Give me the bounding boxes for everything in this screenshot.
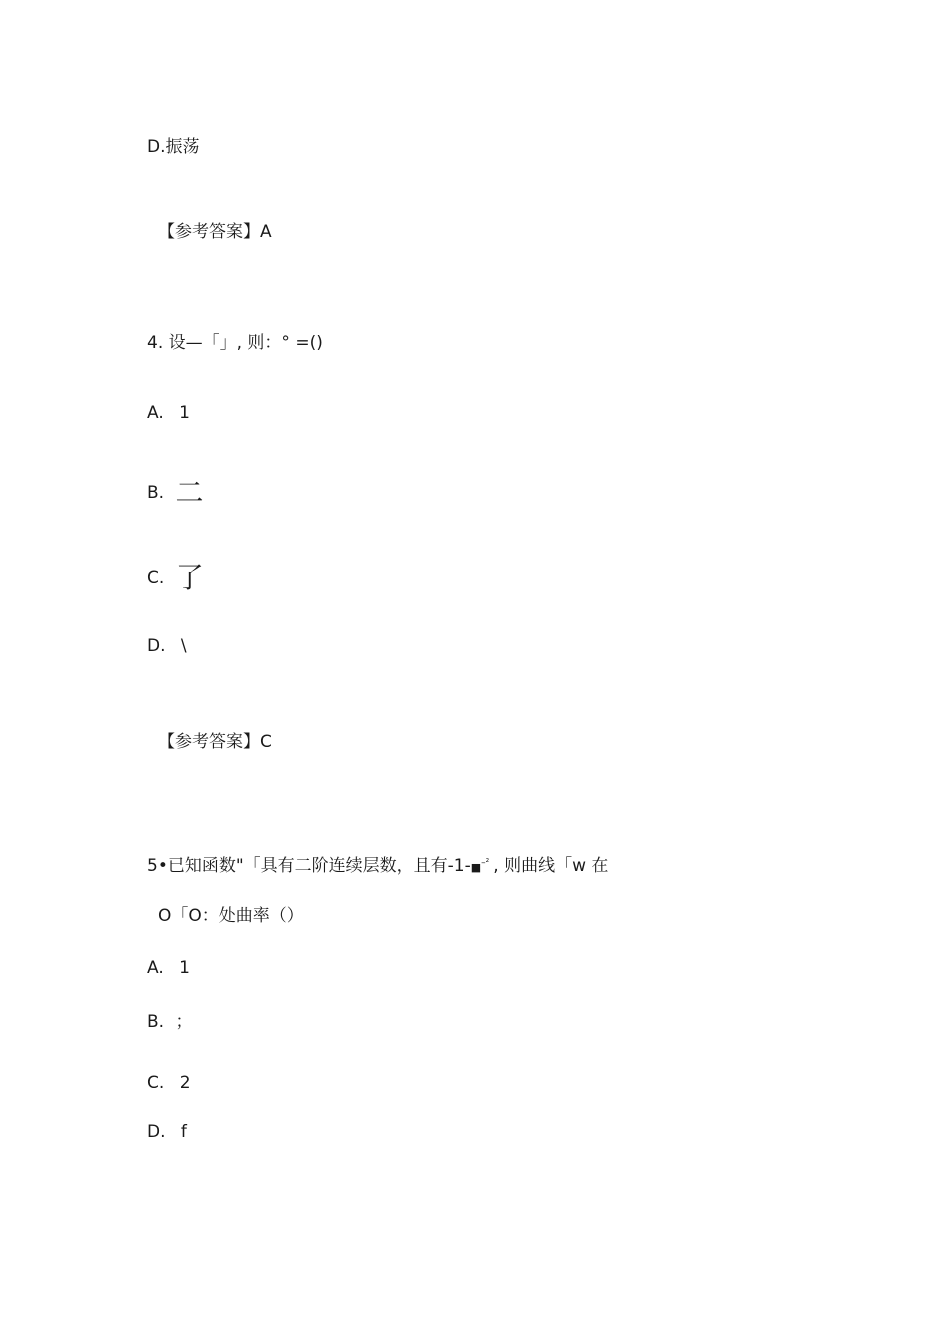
- q4-option-a-label: A.: [147, 403, 164, 423]
- q4-stem: 4. 设—「」, 则：° =(): [147, 333, 323, 353]
- q5-option-b-label: B.: [147, 1012, 165, 1032]
- q4-option-a: [147, 402, 190, 424]
- q5-stem-line2: O「O：处曲率（）: [158, 906, 304, 926]
- q5-option-c-label: C.: [147, 1073, 165, 1093]
- q4-option-d-label: D.: [147, 636, 166, 656]
- q5-option-a-value: 1: [179, 958, 190, 978]
- q5-option-d-label: D.: [147, 1122, 166, 1142]
- q4-option-c-label: C.: [147, 568, 165, 588]
- q5-stem-mark: ■: [470, 861, 482, 874]
- q4-option-b-value: 二: [175, 476, 204, 509]
- q4-answer: 【参考答案】C: [158, 732, 272, 752]
- q5-stem-part2: , 则曲线「w 在: [493, 856, 609, 876]
- q4-option-c: [147, 563, 204, 593]
- q5-option-a-label: A.: [147, 958, 164, 978]
- q5-option-c-value: 2: [179, 1073, 191, 1093]
- q3-answer: 【参考答案】A: [158, 222, 272, 242]
- q5-option-d: [147, 1121, 187, 1143]
- q3-option-d: D.振荡: [147, 137, 200, 157]
- q5-stem-sup: –²: [481, 858, 490, 868]
- q4-option-c-value: 了: [175, 561, 204, 594]
- q5-option-b-value: ；: [175, 1012, 193, 1032]
- q4-option-d-value: \: [180, 636, 187, 656]
- q5-stem-part1: 5•已知函数"「具有二阶连续层数，且有-1-: [147, 856, 471, 876]
- q5-option-b: [147, 1011, 192, 1033]
- q4-option-a-value: 1: [179, 403, 190, 423]
- q5-option-d-value: f: [180, 1122, 187, 1142]
- q4-option-b-label: B.: [147, 483, 165, 503]
- q5-stem: [147, 852, 608, 879]
- q5-option-c: [147, 1072, 191, 1094]
- q4-option-d: [147, 635, 187, 657]
- q4-option-b: [147, 478, 204, 508]
- q5-option-a: [147, 957, 190, 979]
